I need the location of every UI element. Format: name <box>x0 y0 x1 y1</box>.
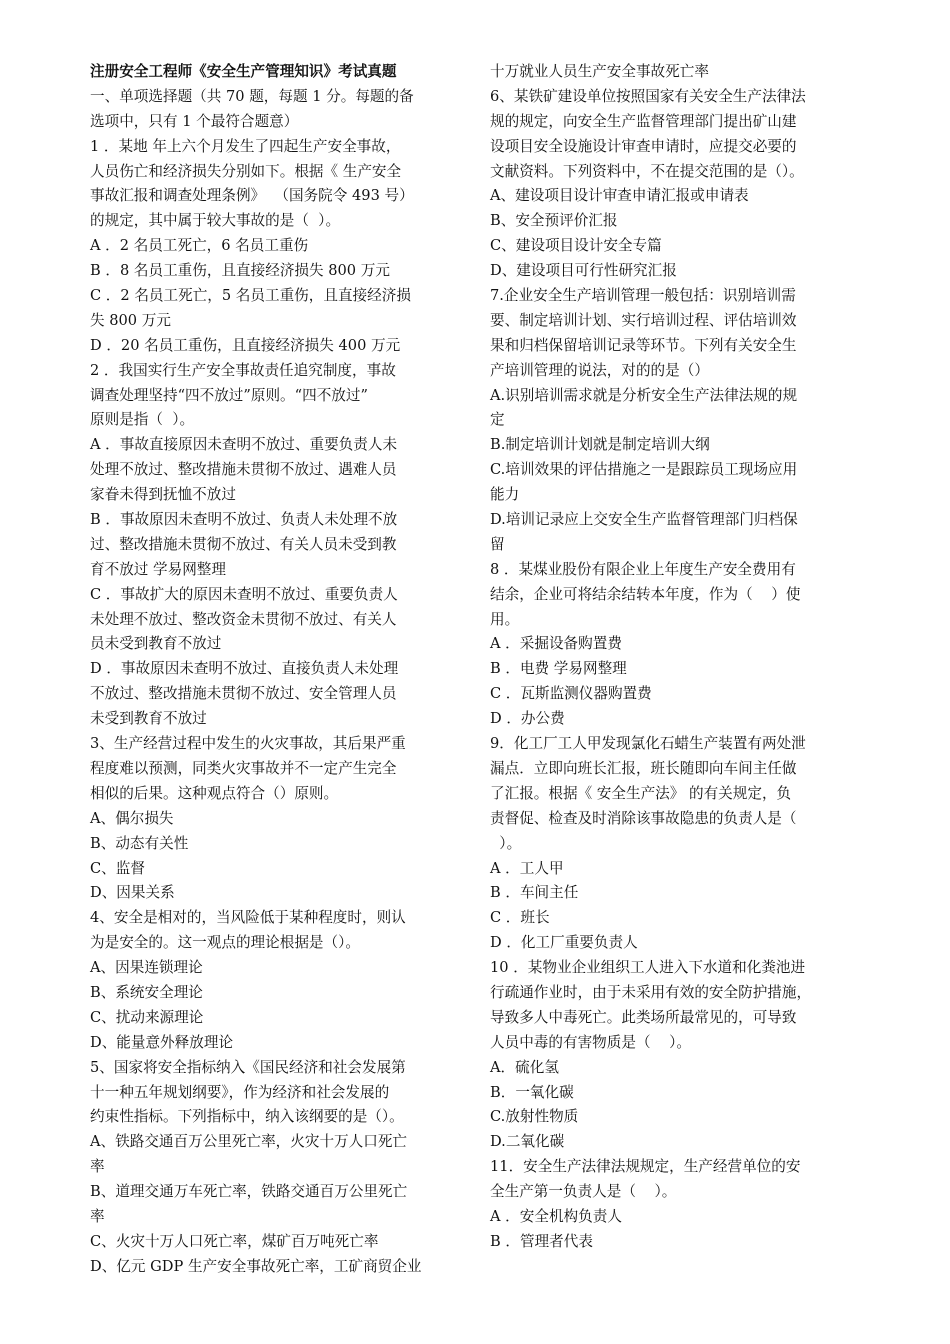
right-column-line: C ．班长 <box>490 909 550 927</box>
right-column-line: 设项目安全设施设计审查申请时，应提交必要的 <box>490 137 797 155</box>
right-column-line: D.二氧化碳 <box>490 1133 565 1151</box>
right-column-line: C、建设项目设计安全专篇 <box>490 237 662 255</box>
left-column-line: 十一种五年规划纲要》，作为经济和社会发展的 <box>90 1083 390 1101</box>
left-column-line: 选项中，只有 1 个最符合题意） <box>90 112 299 130</box>
right-column-line: 11．安全生产法律法规规定，生产经营单位的安 <box>490 1158 801 1176</box>
left-column-line: 失 800 万元 <box>90 311 171 329</box>
left-column-line: 未受到教育不放过 <box>90 710 207 728</box>
right-column-line: 导致多人中毒死亡。此类场所最常见的，可导致 <box>490 1008 797 1026</box>
left-column-line: D ．事故原因未查明不放过、直接负责人未处理 <box>90 660 399 678</box>
left-column-line: C ．事故扩大的原因未查明不放过、重要负责人 <box>90 585 398 603</box>
left-column-line: D ．20 名员工重伤，且直接经济损失 400 万元 <box>90 336 401 354</box>
right-column-line: B ．管理者代表 <box>490 1232 593 1250</box>
left-column-line: B、系统安全理论 <box>90 983 203 1001</box>
left-column-line: D、亿元 GDP 生产安全事故死亡率，工矿商贸企业 <box>90 1257 422 1275</box>
left-column-line: B ．事故原因未查明不放过、负责人未处理不放 <box>90 511 398 529</box>
left-column-line: A、因果连锁理论 <box>90 959 203 977</box>
right-column-line: 要、制定培训计划、实行培训过程、评估培训效 <box>490 311 797 329</box>
right-column-line: C ．瓦斯监测仪器购置费 <box>490 685 652 703</box>
right-column-line: 责督促、检查及时消除该事故隐患的负责人是（ <box>490 809 797 827</box>
left-column-line: C、火灾十万人口死亡率，煤矿百万吨死亡率 <box>90 1232 379 1250</box>
left-column-line: 未处理不放过、整改资金未贯彻不放过、有关人 <box>90 610 397 628</box>
right-column-line: A、建设项目设计审查申请汇报或申请表 <box>490 187 749 205</box>
right-column-line: 10 ．某物业企业组织工人进入下水道和化粪池进 <box>490 959 806 977</box>
left-column-line: B、道理交通万车死亡率，铁路交通百万公里死亡 <box>90 1183 408 1201</box>
left-column-line: 率 <box>90 1158 105 1176</box>
left-column-line: 相似的后果。这种观点符合（）原则。 <box>90 784 339 802</box>
left-column-line: 原则是指（ ）。 <box>90 411 195 429</box>
left-column-line: 2 ．我国实行生产安全事故责任追究制度，事故 <box>90 361 396 379</box>
left-column-line: 不放过、整改措施未贯彻不放过、安全管理人员 <box>90 685 397 703</box>
right-column <box>490 60 862 1255</box>
left-column-line: B ．8 名员工重伤，且直接经济损失 800 万元 <box>90 262 390 280</box>
right-column-line: 定 <box>490 411 505 429</box>
left-column-line: C、监督 <box>90 859 145 877</box>
left-column-line: 1 ．某地 年上六个月发生了四起生产安全事故， <box>90 137 401 155</box>
right-column-line: C.培训效果的评估措施之一是跟踪员工现场应用 <box>490 461 798 479</box>
left-column-line: D、能量意外释放理论 <box>90 1033 234 1051</box>
left-column-line: A、铁路交通百万公里死亡率，火灾十万人口死亡 <box>90 1133 408 1151</box>
left-column-line: 育不放过 学易网整理 <box>90 560 226 578</box>
right-column-line: 果和归档保留培训记录等环节。下列有关安全生 <box>490 336 797 354</box>
left-column-line: 约束性指标。下列指标中，纳入该纲要的是（）。 <box>90 1108 404 1126</box>
left-column-line: A、偶尔损失 <box>90 809 174 827</box>
left-column-line: 的规定，其中属于较大事故的是（ ）。 <box>90 212 341 230</box>
left-column-line: 一、单项选择题（共 70 题，每题 1 分。每题的备 <box>90 87 414 105</box>
left-column-line: A ．事故直接原因未查明不放过、重要负责人未 <box>90 436 398 454</box>
right-column-line: A ．采掘设备购置费 <box>490 635 622 653</box>
right-column-line: 规的规定，向安全生产监督管理部门提出矿山建 <box>490 112 797 130</box>
right-column-line: 产培训管理的说法，对的的是（） <box>490 361 709 379</box>
left-column <box>90 60 462 1280</box>
left-column-line: 家眷未得到抚恤不放过 <box>90 486 236 504</box>
right-column-line: 漏点．立即向班长汇报，班长随即向车间主任做 <box>490 759 797 777</box>
left-column-line: C ．2 名员工死亡，5 名员工重伤，且直接经济损 <box>90 287 411 305</box>
right-column-line: 全生产第一负责人是（ ）。 <box>490 1183 677 1201</box>
right-column-line: A ．安全机构负责人 <box>490 1207 622 1225</box>
left-column-line: B、动态有关性 <box>90 834 189 852</box>
right-column-line: A.识别培训需求就是分析安全生产法律法规的规 <box>490 386 798 404</box>
right-column-line: D ．办公费 <box>490 710 565 728</box>
right-column-line: 了汇报。根据《 安全生产法》 的有关规定，负 <box>490 784 792 802</box>
right-column-line: 留 <box>490 535 505 553</box>
right-column-line: 能力 <box>490 486 520 504</box>
left-column-line: 事故汇报和调查处理条例》 （国务院令 493 号） <box>90 187 414 205</box>
right-column-line: 6、某铁矿建设单位按照国家有关安全生产法律法 <box>490 87 806 105</box>
right-column-line: 7.企业安全生产培训管理一般包括：识别培训需 <box>490 287 796 305</box>
left-column-line: 为是安全的。这一观点的理论根据是（）。 <box>90 934 360 952</box>
left-column-line: C、扰动来源理论 <box>90 1008 204 1026</box>
right-column-line: 文献资料。下列资料中，不在提交范围的是（）。 <box>490 162 804 180</box>
right-column-line: B、安全预评价汇报 <box>490 212 618 230</box>
left-column-line: 人员伤亡和经济损失分别如下。根据《 生产安全 <box>90 162 402 180</box>
right-column-line: D、建设项目可行性研究汇报 <box>490 262 677 280</box>
right-column-line: 十万就业人员生产安全事故死亡率 <box>490 63 709 80</box>
right-column-line: D ．化工厂重要负责人 <box>490 934 638 952</box>
right-column-line: ）。 <box>490 834 522 852</box>
left-column-line: 4、安全是相对的，当风险低于某种程度时，则认 <box>90 909 406 927</box>
right-column-line: 8 ．某煤业股份有限企业上年度生产安全费用有 <box>490 560 796 578</box>
left-column-line: 5、国家将安全指标纳入《国民经济和社会发展第 <box>90 1058 406 1076</box>
left-column-line: 员未受到教育不放过 <box>90 635 222 653</box>
left-column-line: 处理不放过、整改措施未贯彻不放过、遇难人员 <box>90 461 397 479</box>
left-column-line: 调查处理坚持“四不放过”原则。“四不放过” <box>90 386 368 404</box>
left-column-line: 过、整改措施未贯彻不放过、有关人员未受到教 <box>90 535 397 553</box>
left-column-line: A ．2 名员工死亡，6 名员工重伤 <box>90 237 309 255</box>
right-column-line: D.培训记录应上交安全生产监督管理部门归档保 <box>490 511 798 529</box>
left-column-line: 3、生产经营过程中发生的火灾事故，其后果严重 <box>90 735 406 753</box>
right-column-line: A ．工人甲 <box>490 859 564 877</box>
right-column-line: 用。 <box>490 610 520 628</box>
right-column-line: 结余，企业可将结余结转本年度，作为（ ）使 <box>490 585 801 603</box>
right-column-line: 人员中毒的有害物质是（ ）。 <box>490 1033 691 1051</box>
left-column-line: 率 <box>90 1207 105 1225</box>
right-column-line: A．硫化氢 <box>490 1058 559 1076</box>
right-column-line: C.放射性物质 <box>490 1108 579 1126</box>
right-column-line: 行疏通作业时，由于未采用有效的安全防护措施， <box>490 983 812 1001</box>
right-column-line: B.制定培训计划就是制定培训大纲 <box>490 436 710 454</box>
right-column-line: B ．车间主任 <box>490 884 579 902</box>
left-column-line: 程度难以预测，同类火灾事故并不一定产生完全 <box>90 759 397 777</box>
right-column-line: B．一氧化碳 <box>490 1083 574 1101</box>
right-column-line: B ．电费 学易网整理 <box>490 660 627 678</box>
document-title: 注册安全工程师《安全生产管理知识》考试真题 <box>90 63 397 80</box>
left-column-line: D、因果关系 <box>90 884 175 902</box>
right-column-line: 9．化工厂工人甲发现氯化石蜡生产装置有两处泄 <box>490 735 806 753</box>
